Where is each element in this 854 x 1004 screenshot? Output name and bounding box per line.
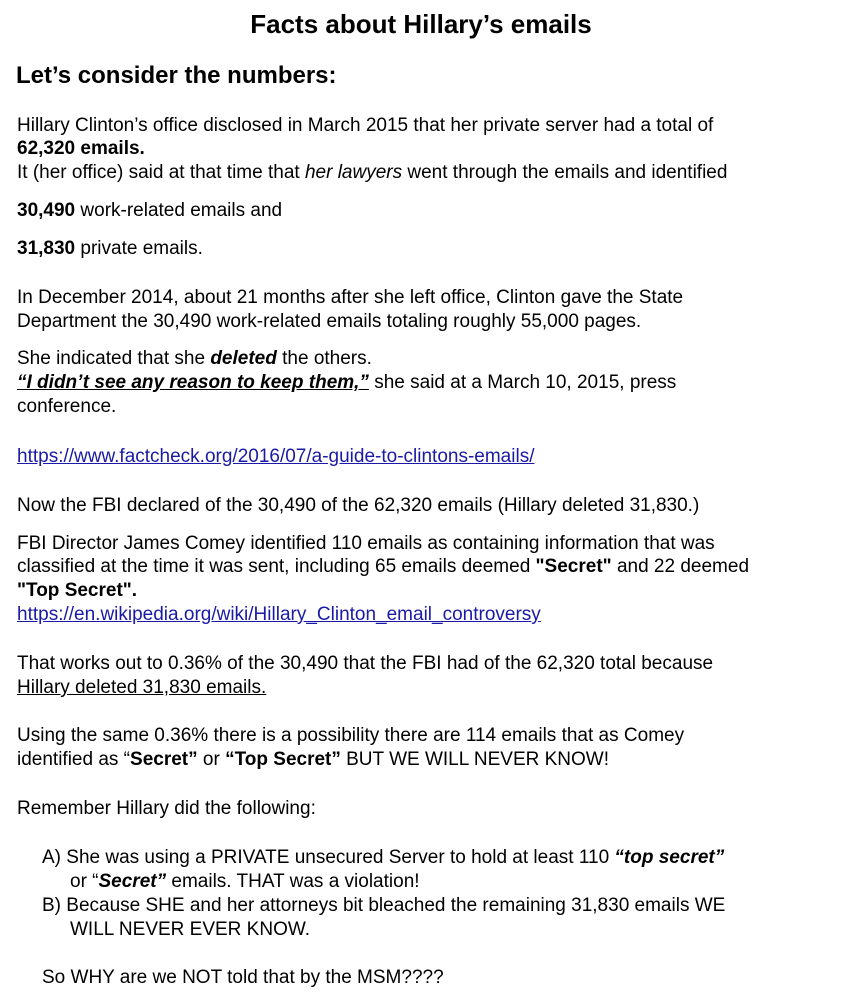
quote: “I didn’t see any reason to keep them,” xyxy=(17,372,369,393)
text: classified at the time it was sent, including 65 emails deemed xyxy=(17,556,536,577)
closing-line: So WHY are we NOT told that by the MSM???? xyxy=(42,967,444,988)
paragraph-line: "Top Secret". xyxy=(17,580,138,601)
text: or xyxy=(197,749,226,770)
private-emails-line xyxy=(17,237,203,261)
paragraph-line: FBI Director James Comey identified 110 emails as containing information that was xyxy=(17,533,715,554)
text: work-related emails and xyxy=(75,200,283,221)
text: went through the emails and identified xyxy=(402,162,728,183)
text: and 22 deemed xyxy=(611,556,750,577)
text: private emails. xyxy=(75,238,203,259)
paragraph-line: Hillary Clinton’s office disclosed in March 2015 that her private server had a total of xyxy=(17,115,714,136)
text: emails. THAT was a violation! xyxy=(166,871,420,892)
work-emails-count: 30,490 xyxy=(17,200,76,221)
list-item-a-continued xyxy=(70,870,420,894)
paragraph-line xyxy=(17,555,749,579)
paragraph-line: That works out to 0.36% of the 30,490 that the FBI had of the 62,320 total because xyxy=(17,653,714,674)
page-title: Facts about Hillary’s emails xyxy=(250,9,592,39)
work-emails-line xyxy=(17,199,282,223)
paragraph-line: Department the 30,490 work-related emails totaling roughly 55,000 pages. xyxy=(17,311,642,332)
list-item-a xyxy=(42,846,724,870)
paragraph-line: In December 2014, about 21 months after she left office, Clinton gave the State xyxy=(17,287,684,308)
paragraph-line: Using the same 0.36% there is a possibility there are 114 emails that as Comey xyxy=(17,725,685,746)
emphasis: her lawyers xyxy=(304,162,403,183)
text: BUT WE WILL NEVER KNOW! xyxy=(340,749,610,770)
text: identified as “ xyxy=(17,749,131,770)
text: the others. xyxy=(276,348,372,369)
text: She indicated that she xyxy=(17,348,211,369)
section-heading: Let’s consider the numbers: xyxy=(16,62,337,89)
underlined-text: Hillary deleted 31,830 emails. xyxy=(17,677,267,698)
paragraph-line xyxy=(17,371,676,395)
text: she said at a March 10, 2015, press xyxy=(368,372,677,393)
paragraph-line xyxy=(17,676,266,700)
wikipedia-link-line xyxy=(17,603,541,627)
paragraph-line xyxy=(17,748,609,772)
text: It (her office) said at that time that xyxy=(17,162,305,183)
paragraph-line xyxy=(17,161,727,185)
paragraph-line: conference. xyxy=(17,396,117,417)
emphasis: Secret” xyxy=(98,871,167,892)
factcheck-link-line xyxy=(17,445,534,469)
emphasis: deleted xyxy=(210,348,277,369)
text: A) She was using a PRIVATE unsecured Server to hold at least 110 xyxy=(42,847,615,868)
list-item-b-continued: WILL NEVER EVER KNOW. xyxy=(70,919,311,940)
wikipedia-link[interactable]: https://en.wikipedia.org/wiki/Hillary_Clinton_email_controversy xyxy=(17,604,541,625)
private-emails-count: 31,830 xyxy=(17,238,76,259)
paragraph-line xyxy=(17,347,372,371)
emphasis: “Top Secret” xyxy=(225,749,341,770)
list-item-b: B) Because SHE and her attorneys bit bleached the remaining 31,830 emails WE xyxy=(42,895,726,916)
total-emails: 62,320 emails. xyxy=(17,138,145,159)
factcheck-link[interactable]: https://www.factcheck.org/2016/07/a-guide-to-clintons-emails/ xyxy=(17,446,535,467)
emphasis: "Secret" xyxy=(535,556,612,577)
paragraph-line: Remember Hillary did the following: xyxy=(17,798,316,819)
emphasis: “top secret” xyxy=(614,847,725,868)
paragraph-line: Now the FBI declared of the 30,490 of the 62,320 emails (Hillary deleted 31,830.) xyxy=(17,495,700,516)
emphasis: Secret” xyxy=(130,749,198,770)
text: or “ xyxy=(70,871,99,892)
